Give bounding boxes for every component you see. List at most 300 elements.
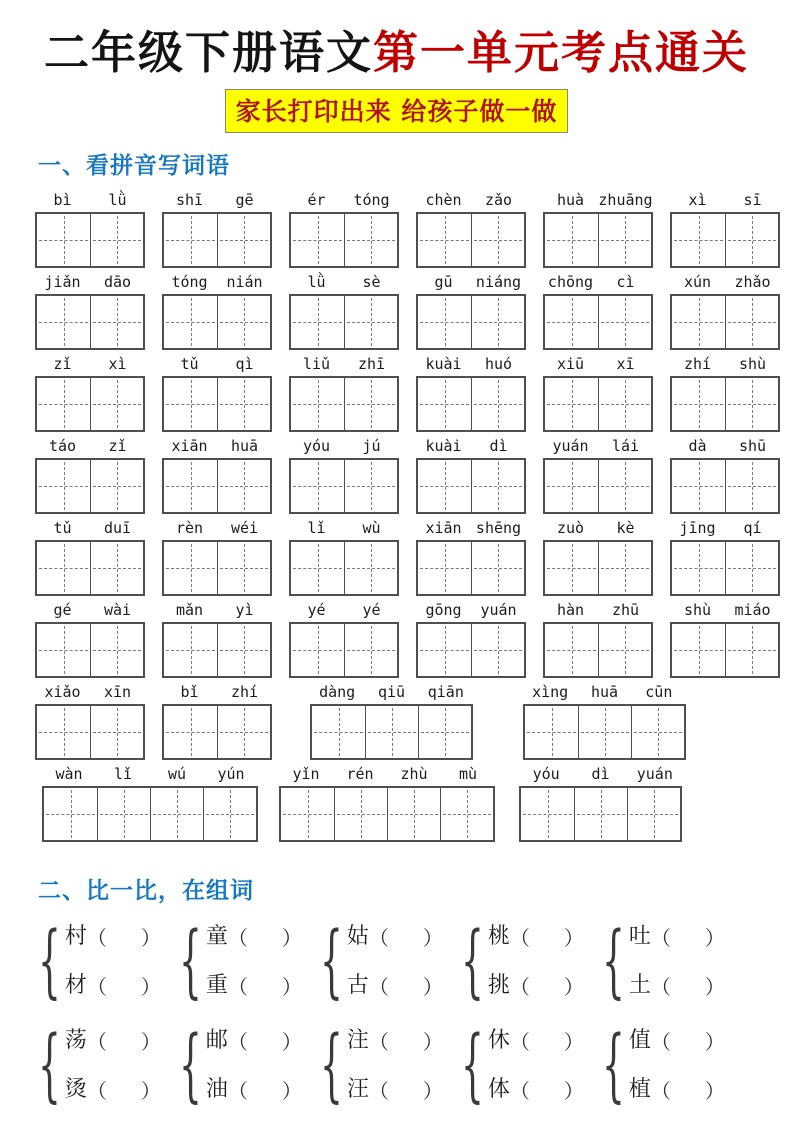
pinyin-syllable: lǜ (307, 273, 326, 291)
paren-close: ） (281, 1030, 302, 1054)
pinyin-syllable: yuán (552, 437, 589, 455)
word-pair-line (65, 922, 161, 951)
pinyin-syllable: xì (108, 355, 127, 373)
word-pair-group (459, 914, 600, 1007)
writing-cell (440, 788, 493, 840)
pinyin-labels (162, 188, 272, 212)
writing-cell (344, 460, 397, 512)
pinyin-syllable: lǜ (108, 191, 127, 209)
pinyin-syllable: zuò (556, 519, 585, 537)
pinyin-word-group (416, 188, 526, 268)
writing-cell (598, 214, 651, 266)
title-red-part: 第一单元考点通关 (373, 26, 750, 79)
writing-cell (672, 214, 725, 266)
word-pair-column (206, 922, 302, 1000)
pinyin-word-group (42, 762, 258, 842)
writing-grid (35, 376, 145, 432)
pinyin-word-group (670, 188, 780, 268)
writing-cell (672, 460, 725, 512)
pinyin-syllable: rén (346, 765, 374, 783)
pinyin-labels (416, 352, 526, 376)
pinyin-syllable: táo (48, 437, 77, 455)
pinyin-syllable: zhù (400, 765, 428, 783)
word-pair-line (629, 971, 725, 1000)
pinyin-syllable: yóu (532, 765, 560, 783)
writing-cell (281, 788, 334, 840)
section1-heading: 一、看拼音写词语 (38, 152, 230, 179)
pinyin-syllable: wéi (230, 519, 259, 537)
pinyin-word-group (543, 598, 653, 678)
pinyin-labels (310, 680, 473, 704)
paren-open: （ (368, 1079, 389, 1103)
pinyin-row (35, 352, 783, 432)
pinyin-syllable: xiān (171, 437, 208, 455)
pinyin-syllable: tóng (171, 273, 208, 291)
pinyin-syllable: huà (556, 191, 585, 209)
paren-open: （ (509, 926, 530, 950)
writing-cell (672, 296, 725, 348)
writing-grid (162, 458, 272, 514)
word-pair-group (600, 914, 741, 1007)
paren-open: （ (650, 926, 671, 950)
paren-open: （ (227, 975, 248, 999)
writing-grid (543, 622, 653, 678)
writing-grid (35, 294, 145, 350)
pinyin-syllable: dì (489, 437, 508, 455)
brace-icon: { (37, 914, 61, 1007)
writing-cell (164, 378, 217, 430)
writing-grid (543, 294, 653, 350)
pinyin-labels (289, 516, 399, 540)
pinyin-word-group (523, 680, 686, 760)
writing-cell (418, 706, 471, 758)
pinyin-syllable: chōng (547, 273, 594, 291)
writing-cell (37, 296, 90, 348)
pinyin-labels (35, 598, 145, 622)
writing-cell (545, 296, 598, 348)
paren-close: ） (704, 1079, 725, 1103)
pinyin-syllable: yuán (636, 765, 673, 783)
word-pair-column (347, 1026, 443, 1104)
writing-cell (387, 788, 440, 840)
writing-grid (162, 376, 272, 432)
writing-cell (672, 378, 725, 430)
writing-cell (545, 542, 598, 594)
pinyin-syllable: lǐ (113, 765, 133, 783)
pinyin-labels (162, 516, 272, 540)
writing-cell (418, 378, 471, 430)
writing-grid (416, 540, 526, 596)
writing-cell (217, 378, 270, 430)
writing-grid (310, 704, 473, 760)
pinyin-labels (543, 516, 653, 540)
writing-cell (37, 378, 90, 430)
pinyin-labels (289, 352, 399, 376)
writing-grid (670, 294, 780, 350)
pinyin-word-group (279, 762, 495, 842)
pinyin-syllable: zǎo (484, 191, 513, 209)
writing-cell (725, 378, 778, 430)
pinyin-syllable: zǐ (53, 355, 72, 373)
word-pair-line (488, 1026, 584, 1055)
pinyin-syllable: sī (743, 191, 762, 209)
pinyin-labels (35, 680, 145, 704)
brace-icon: { (37, 1018, 61, 1111)
writing-cell (725, 296, 778, 348)
writing-grid (35, 704, 145, 760)
pinyin-syllable: xìng (532, 683, 569, 701)
writing-cell (471, 624, 524, 676)
writing-cell (90, 460, 143, 512)
writing-cell (291, 624, 344, 676)
pinyin-labels (162, 270, 272, 294)
pinyin-labels (289, 188, 399, 212)
pinyin-labels (416, 270, 526, 294)
pinyin-syllable: dà (688, 437, 707, 455)
writing-cell (672, 542, 725, 594)
writing-cell (344, 624, 397, 676)
writing-cell (44, 788, 97, 840)
compare-character: 古 (346, 972, 369, 998)
pinyin-labels (670, 352, 780, 376)
writing-cell (574, 788, 627, 840)
pinyin-syllable: jiǎn (44, 273, 81, 291)
writing-grid (162, 212, 272, 268)
paren-close: ） (563, 975, 584, 999)
compare-character: 重 (205, 972, 228, 998)
writing-cell (90, 214, 143, 266)
writing-cell (672, 624, 725, 676)
writing-grid (416, 376, 526, 432)
compare-character: 烫 (64, 1076, 87, 1102)
pinyin-syllable: wú (167, 765, 187, 783)
word-pair-column (629, 1026, 725, 1104)
word-pair-column (65, 922, 161, 1000)
pinyin-syllable: xiǎo (44, 683, 81, 701)
writing-cell (37, 214, 90, 266)
compare-character: 注 (346, 1027, 369, 1053)
pinyin-syllable: yóu (302, 437, 331, 455)
writing-cell (627, 788, 680, 840)
paren-close: ） (140, 926, 161, 950)
pinyin-syllable: yuán (480, 601, 517, 619)
paren-close: ） (422, 926, 443, 950)
pinyin-word-group (35, 188, 145, 268)
writing-cell (344, 542, 397, 594)
pinyin-labels (523, 680, 686, 704)
pinyin-syllable: ér (307, 191, 326, 209)
paren-close: ） (422, 1030, 443, 1054)
writing-cell (217, 624, 270, 676)
pinyin-word-group (543, 270, 653, 350)
pinyin-word-group (162, 188, 272, 268)
writing-cell (545, 460, 598, 512)
writing-grid (289, 622, 399, 678)
writing-grid (289, 294, 399, 350)
section2-heading: 二、比一比，在组词 (38, 877, 254, 904)
writing-grid (670, 458, 780, 514)
banner-row (0, 89, 793, 133)
paren-close: ） (140, 1030, 161, 1054)
word-pair-line (206, 1075, 302, 1104)
paren-open: （ (86, 926, 107, 950)
word-pair-line (206, 922, 302, 951)
paren-close: ） (563, 926, 584, 950)
writing-grid (416, 458, 526, 514)
pinyin-labels (543, 188, 653, 212)
pinyin-syllable: tóng (353, 191, 390, 209)
paren-open: （ (650, 975, 671, 999)
writing-cell (471, 214, 524, 266)
pinyin-syllable: zhū (611, 601, 640, 619)
pinyin-word-group (543, 516, 653, 596)
paren-open: （ (368, 1030, 389, 1054)
writing-grid (289, 376, 399, 432)
writing-cell (291, 296, 344, 348)
writing-grid (670, 212, 780, 268)
brace-icon: { (178, 914, 202, 1007)
brace-icon: { (601, 1018, 625, 1111)
pinyin-syllable: yún (217, 765, 245, 783)
writing-cell (150, 788, 203, 840)
pinyin-word-group (35, 680, 145, 760)
pinyin-labels (543, 598, 653, 622)
word-pair-line (488, 922, 584, 951)
word-pair-line (347, 1075, 443, 1104)
pinyin-syllable: shēng (475, 519, 522, 537)
pinyin-syllable: dì (591, 765, 610, 783)
compare-character: 村 (64, 923, 87, 949)
pinyin-labels (670, 516, 780, 540)
paren-close: ） (422, 1079, 443, 1103)
writing-grid (35, 540, 145, 596)
page-title (0, 26, 793, 80)
pinyin-word-group (670, 270, 780, 350)
word-pair-column (206, 1026, 302, 1104)
writing-grid (519, 786, 682, 842)
writing-cell (418, 624, 471, 676)
brace-icon: { (319, 914, 343, 1007)
pinyin-labels (670, 598, 780, 622)
writing-cell (164, 214, 217, 266)
pinyin-syllable: liǔ (302, 355, 331, 373)
pinyin-word-group (416, 598, 526, 678)
word-pair-group (177, 1018, 318, 1111)
writing-cell (598, 296, 651, 348)
writing-cell (164, 460, 217, 512)
writing-grid (289, 212, 399, 268)
pinyin-syllable: mǎn (175, 601, 204, 619)
pinyin-word-group (519, 762, 682, 842)
pinyin-syllable: qiū (377, 683, 406, 701)
pinyin-labels (162, 434, 272, 458)
pinyin-word-group (670, 516, 780, 596)
pinyin-syllable: xiān (425, 519, 462, 537)
writing-grid (416, 294, 526, 350)
writing-cell (217, 460, 270, 512)
paren-close: ） (140, 1079, 161, 1103)
word-pair-group (318, 1018, 459, 1111)
pinyin-syllable: chèn (425, 191, 462, 209)
writing-cell (37, 624, 90, 676)
writing-cell (291, 542, 344, 594)
pinyin-syllable: huā (230, 437, 259, 455)
pinyin-labels (416, 516, 526, 540)
writing-grid (543, 458, 653, 514)
word-pair-column (629, 922, 725, 1000)
pinyin-syllable: zhī (357, 355, 386, 373)
pinyin-syllable: shù (683, 601, 712, 619)
pinyin-word-group (416, 516, 526, 596)
pinyin-labels (670, 270, 780, 294)
writing-cell (217, 542, 270, 594)
writing-cell (90, 296, 143, 348)
pinyin-syllable: cì (616, 273, 635, 291)
pinyin-syllable: kè (616, 519, 635, 537)
pinyin-word-group (416, 352, 526, 432)
word-pair-column (347, 922, 443, 1000)
pinyin-syllable: gē (235, 191, 254, 209)
pinyin-word-group (289, 188, 399, 268)
writing-cell (418, 296, 471, 348)
pinyin-labels (289, 270, 399, 294)
writing-grid (543, 212, 653, 268)
pinyin-syllable: bì (53, 191, 72, 209)
writing-cell (291, 460, 344, 512)
writing-cell (203, 788, 256, 840)
paren-close: ） (281, 926, 302, 950)
pinyin-labels (289, 434, 399, 458)
pinyin-word-group (162, 680, 272, 760)
paren-open: （ (509, 1030, 530, 1054)
pinyin-word-group (543, 434, 653, 514)
writing-cell (598, 460, 651, 512)
pinyin-labels (543, 270, 653, 294)
compare-character: 桃 (487, 923, 510, 949)
writing-cell (37, 706, 90, 758)
pinyin-word-group (670, 352, 780, 432)
writing-grid (289, 458, 399, 514)
pinyin-word-group (162, 434, 272, 514)
pinyin-word-group (543, 188, 653, 268)
writing-grid (35, 212, 145, 268)
pinyin-syllable: yé (362, 601, 381, 619)
pinyin-syllable: mù (458, 765, 478, 783)
pinyin-word-group (543, 352, 653, 432)
word-pair-group (177, 914, 318, 1007)
writing-cell (578, 706, 631, 758)
paren-open: （ (509, 975, 530, 999)
compare-character: 吐 (628, 923, 651, 949)
writing-cell (725, 542, 778, 594)
pinyin-syllable: jú (362, 437, 381, 455)
notice-banner: 家长打印出来 给孩子做一做 (225, 89, 569, 133)
pinyin-word-group (670, 598, 780, 678)
writing-grid (35, 622, 145, 678)
writing-cell (418, 214, 471, 266)
word-pair-column (488, 922, 584, 1000)
writing-cell (725, 214, 778, 266)
word-pair-line (206, 1026, 302, 1055)
pinyin-syllable: gōng (425, 601, 462, 619)
paren-open: （ (368, 975, 389, 999)
pinyin-syllable: hàn (556, 601, 585, 619)
paren-open: （ (227, 1079, 248, 1103)
pinyin-syllable: dāo (103, 273, 132, 291)
pinyin-word-group (310, 680, 473, 760)
pinyin-word-group (162, 270, 272, 350)
word-pair-line (629, 1075, 725, 1104)
pinyin-syllable: rèn (175, 519, 204, 537)
pinyin-word-group (416, 270, 526, 350)
writing-grid (670, 622, 780, 678)
pinyin-syllable: zhǎo (734, 273, 771, 291)
writing-cell (97, 788, 150, 840)
writing-grid (162, 622, 272, 678)
pinyin-syllable: huó (484, 355, 513, 373)
word-pair-line (347, 922, 443, 951)
writing-grid (543, 540, 653, 596)
title-black-part: 二年级下册语文 (43, 26, 373, 79)
word-pair-group (36, 1018, 177, 1111)
pinyin-labels (35, 188, 145, 212)
pinyin-syllable: qiān (427, 683, 464, 701)
pinyin-syllable: wài (103, 601, 132, 619)
pinyin-labels (670, 434, 780, 458)
paren-close: ） (281, 975, 302, 999)
paren-open: （ (509, 1079, 530, 1103)
word-pair-line (488, 1075, 584, 1104)
pinyin-labels (543, 434, 653, 458)
writing-cell (598, 542, 651, 594)
pinyin-labels (279, 762, 495, 786)
writing-cell (521, 788, 574, 840)
word-pair-line (65, 971, 161, 1000)
pinyin-syllable: yé (307, 601, 326, 619)
writing-cell (90, 378, 143, 430)
pinyin-word-group (35, 516, 145, 596)
compare-character: 植 (628, 1076, 651, 1102)
pinyin-row (35, 270, 783, 350)
pinyin-labels (289, 598, 399, 622)
writing-cell (545, 378, 598, 430)
pinyin-syllable: sè (362, 273, 381, 291)
pinyin-labels (162, 352, 272, 376)
word-pair-line (629, 922, 725, 951)
writing-cell (471, 296, 524, 348)
writing-cell (418, 542, 471, 594)
pinyin-labels (35, 516, 145, 540)
compare-character: 休 (487, 1027, 510, 1053)
compare-character: 汪 (346, 1076, 369, 1102)
pinyin-word-group (35, 270, 145, 350)
pinyin-word-group (670, 434, 780, 514)
writing-cell (545, 214, 598, 266)
brace-icon: { (319, 1018, 343, 1111)
paren-close: ） (704, 975, 725, 999)
pinyin-syllable: dàng (319, 683, 356, 701)
writing-grid (162, 704, 272, 760)
pinyin-word-group (35, 352, 145, 432)
pinyin-row (35, 434, 783, 514)
pinyin-syllable: zhí (230, 683, 259, 701)
writing-cell (164, 296, 217, 348)
pinyin-labels (670, 188, 780, 212)
writing-grid (416, 212, 526, 268)
pinyin-syllable: zhuāng (598, 191, 653, 209)
word-pair-group (318, 914, 459, 1007)
pinyin-labels (519, 762, 682, 786)
